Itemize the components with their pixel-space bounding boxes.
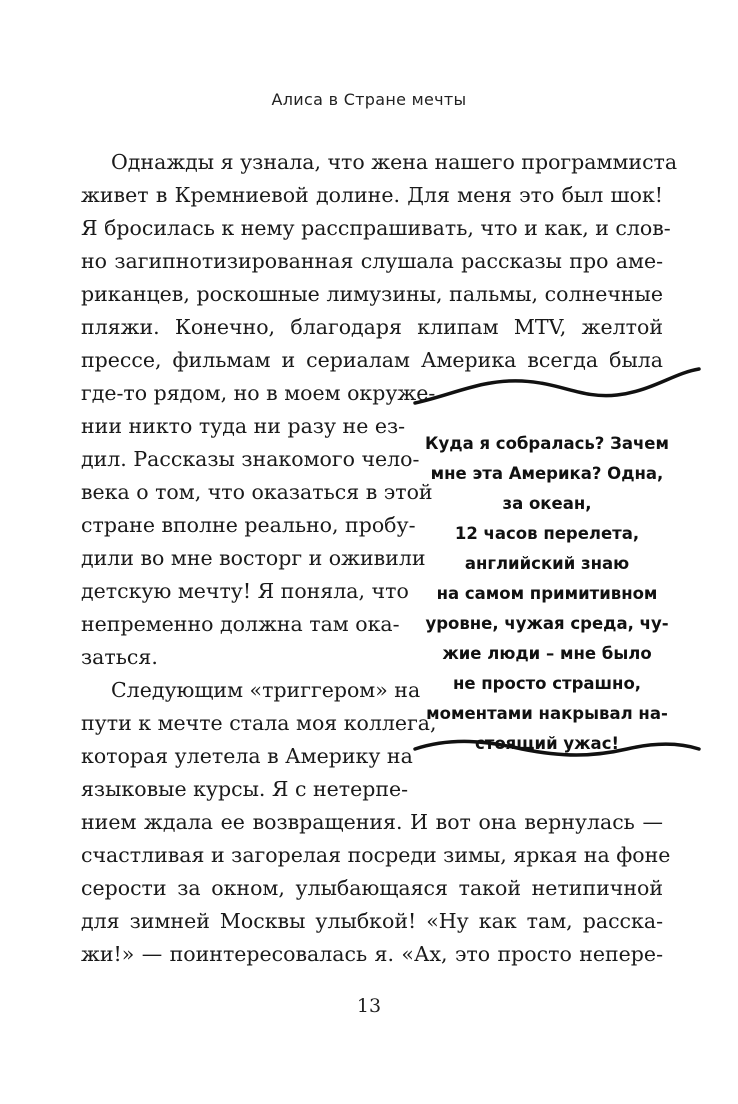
page-number: 13 xyxy=(356,995,382,1017)
pull-quote-line: мне эта Америка? Одна, xyxy=(430,464,664,483)
body-line: дил. Рассказы знакомого чело- xyxy=(81,447,420,471)
pull-quote-line: жие люди – мне было xyxy=(442,644,652,663)
pull-quote-line: английский знаю xyxy=(464,554,630,573)
pull-quote-line: на самом примитивном xyxy=(436,584,658,603)
body-line: языковые курсы. Я с нетерпе- xyxy=(81,777,409,801)
body-line: риканцев, роскошные лимузины, пальмы, солнечные xyxy=(81,282,663,306)
body-line: пляжи. Конечно, благодаря клипам MTV, желтой xyxy=(81,315,663,339)
pull-quote-text xyxy=(412,429,682,759)
body-line: заться. xyxy=(81,645,158,669)
body-line: детскую мечту! Я поняла, что xyxy=(81,579,409,603)
bottom-wave-divider xyxy=(412,727,702,771)
body-line: но загипнотизированная слушала рассказы про аме- xyxy=(81,249,663,273)
pull-quote-line: стоящий ужас! xyxy=(475,734,619,753)
pull-quote xyxy=(412,365,702,765)
body-line: счастливая и загорелая посреди зимы, яркая на фоне xyxy=(81,843,671,867)
body-line: жи!» — поинтересовалась я. «Ах, это просто непере- xyxy=(81,942,663,966)
body-line: нии никто туда ни разу не ез- xyxy=(81,414,406,438)
pull-quote-line: Куда я собралась? Зачем xyxy=(425,434,669,453)
pull-quote-line: за океан, xyxy=(502,494,592,513)
body-line: прессе, фильмам и сериалам Америка всегда была xyxy=(81,348,663,372)
body-line: Я бросилась к нему расспрашивать, что и как, и слов- xyxy=(81,216,671,240)
body-line: дили во мне восторг и оживили xyxy=(81,546,426,570)
body-line: стране вполне реально, пробу- xyxy=(81,513,416,537)
running-header: Алиса в Стране мечты xyxy=(271,90,467,109)
body-line: пути к мечте стала моя коллега, xyxy=(81,711,437,735)
pull-quote-line: уровне, чужая среда, чу- xyxy=(425,614,669,633)
body-line: Однажды я узнала, что жена нашего программиста xyxy=(111,150,678,174)
body-line: которая улетела в Америку на xyxy=(81,744,413,768)
pull-quote-line: не просто страшно, xyxy=(452,674,642,693)
pull-quote-line: 12 часов перелета, xyxy=(454,524,640,543)
body-line: живет в Кремниевой долине. Для меня это был шок! xyxy=(81,183,663,207)
body-line: где-то рядом, но в моем окруже- xyxy=(81,381,436,405)
body-line: века о том, что оказаться в этой xyxy=(81,480,433,504)
top-wave-divider xyxy=(412,365,702,409)
body-line: непременно должна там ока- xyxy=(81,612,400,636)
body-line: серости за окном, улыбающаяся такой нетипичной xyxy=(81,876,663,900)
body-line: Следующим «триггером» на xyxy=(111,678,421,702)
pull-quote-line: моментами накрывал на- xyxy=(426,704,668,723)
body-line: нием ждала ее возвращения. И вот она вернулась — xyxy=(81,810,663,834)
body-line: для зимней Москвы улыбкой! «Ну как там, расска- xyxy=(81,909,663,933)
